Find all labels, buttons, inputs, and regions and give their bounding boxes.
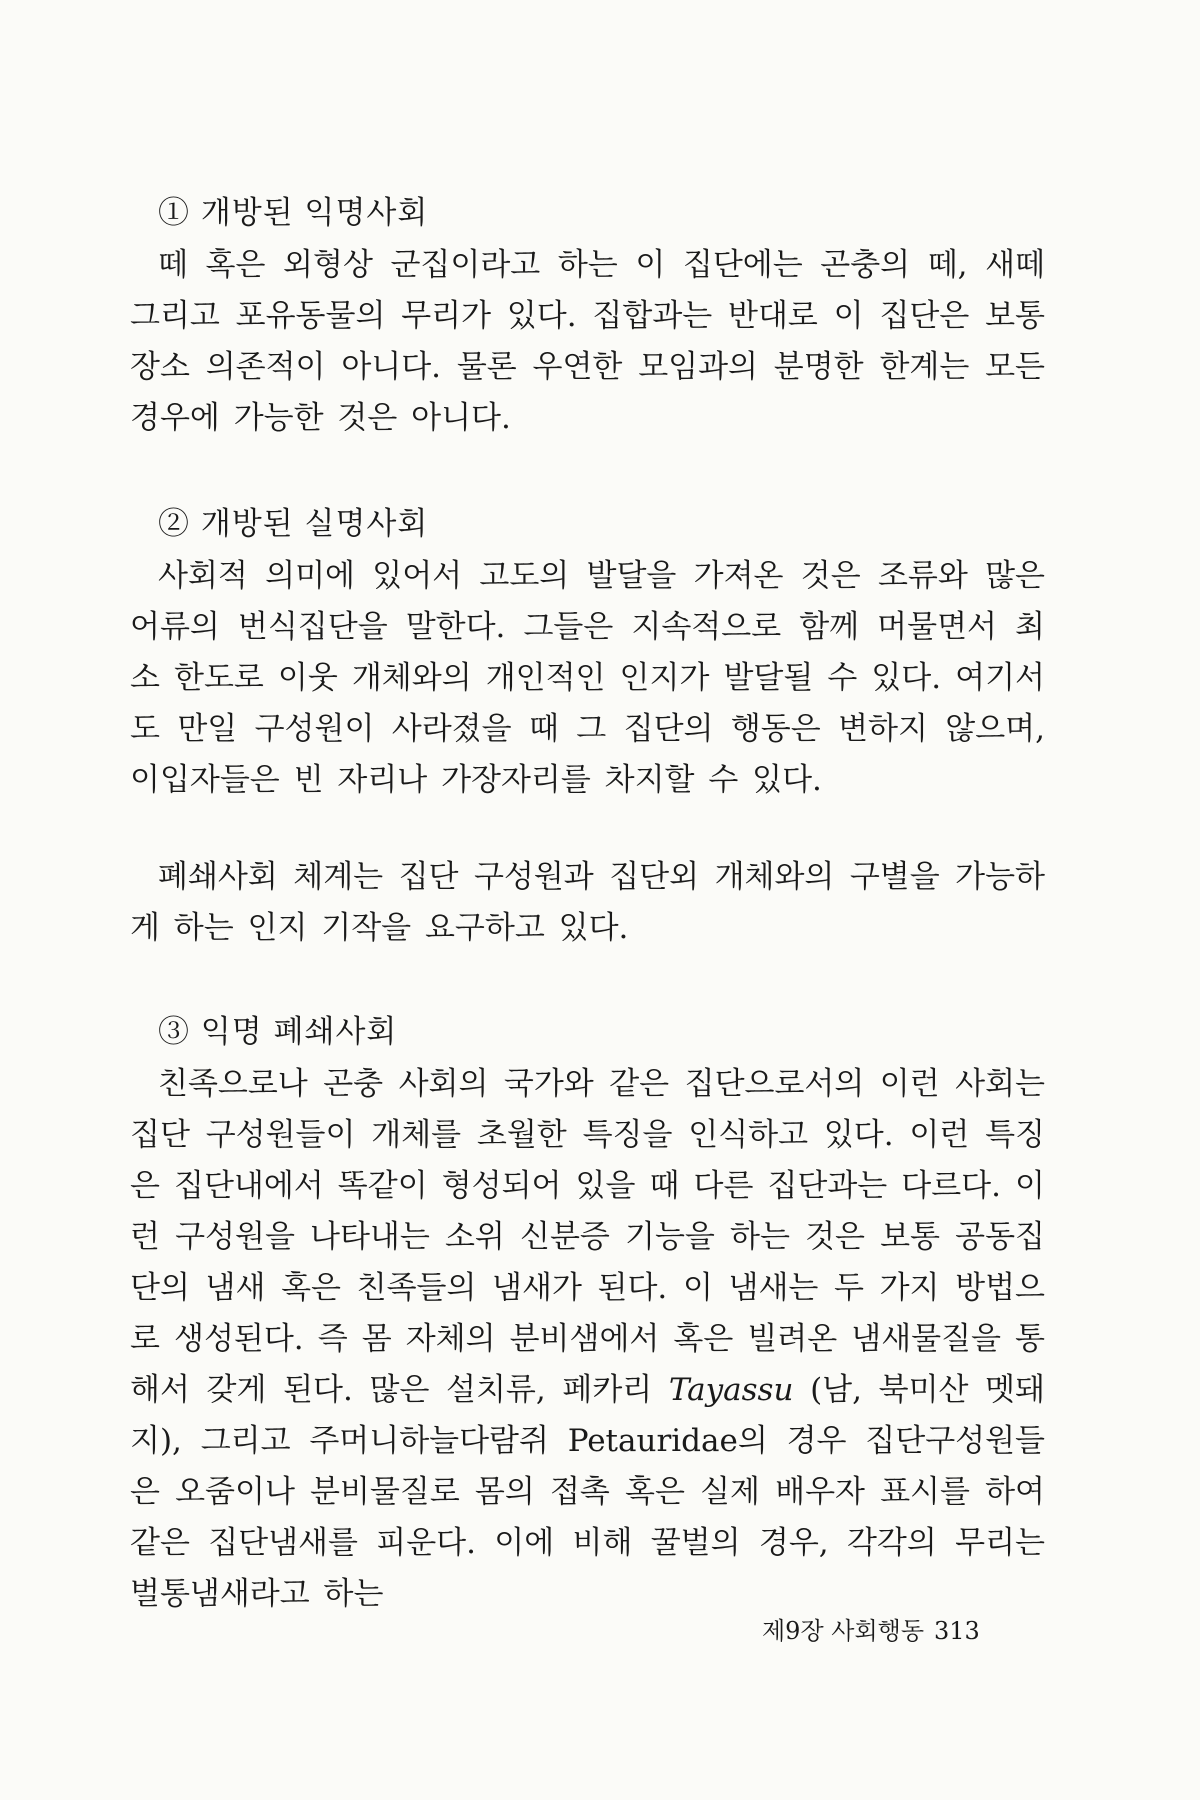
section-paragraph: 폐쇄사회 체계는 집단 구성원과 집단외 개체와의 구별을 가능하게 하는 인지 기작을 요구하고 있다.: [130, 859, 1045, 946]
section-heading: ① 개방된 익명사회: [158, 195, 429, 231]
section-heading: ② 개방된 실명사회: [158, 506, 429, 542]
section-open-individualized-society: [130, 499, 1045, 806]
paragraph-text-part2: (남, 북미산 멧돼지), 그리고 주머니하늘다람쥐 Petauridae의 경우 집단구성원들은 오줌이나 분비물질로 몸의 접촉 혹은 실제 배우자 표시를 하여 같은 집단냄새를 피운다. 이에 비해 꿀벌의 경우, 각각의 무리는 벌통냄새라고 하는: [130, 1372, 1046, 1612]
page-footer: [762, 1615, 992, 1647]
running-footer-chapter: 제9장 사회행동: [762, 1617, 925, 1645]
section-anonymous-closed-society: [130, 1007, 1045, 1620]
section-closed-society-intro: [130, 852, 1045, 954]
section-paragraph: [130, 1059, 1045, 1620]
section-heading: ③ 익명 폐쇄사회: [158, 1014, 398, 1050]
italic-scientific-name: Tayassu: [668, 1372, 794, 1408]
page-number: 313: [934, 1617, 980, 1645]
section-paragraph: 사회적 의미에 있어서 고도의 발달을 가져온 것은 조류와 많은 어류의 번식집단을 말한다. 그들은 지속적으로 함께 머물면서 최소 한도로 이웃 개체와의 개인적인 인지가 발달될 수 있다. 여기서도 만일 구성원이 사라졌을 때 그 집단의 행동은 변하지 않으며, 이입자들은 빈 자리나 가장자리를 차지할 수 있다.: [130, 558, 1045, 798]
page-body: [130, 188, 1045, 1620]
paragraph-text-part1: 친족으로나 곤충 사회의 국가와 같은 집단으로서의 이런 사회는 집단 구성원들이 개체를 초월한 특징을 인식하고 있다. 이런 특징은 집단내에서 똑같이 형성되어 있을 때 다른 집단과는 다르다. 이런 구성원을 나타내는 소위 신분증 기능을 하는 것은 보통 공동집단의 냄새 혹은 친족들의 냄새가 된다. 이 냄새는 두 가지 방법으로 생성된다. 즉 몸 자체의 분비샘에서 혹은 빌려온 냄새물질을 통해서 갖게 된다. 많은 설치류, 페카리: [130, 1066, 1045, 1408]
section-open-anonymous-society: [130, 188, 1045, 444]
section-paragraph: 떼 혹은 외형상 군집이라고 하는 이 집단에는 곤충의 떼, 새떼 그리고 포유동물의 무리가 있다. 집합과는 반대로 이 집단은 보통 장소 의존적이 아니다. 물론 우연한 모임과의 분명한 한계는 모든 경우에 가능한 것은 아니다.: [130, 247, 1045, 436]
